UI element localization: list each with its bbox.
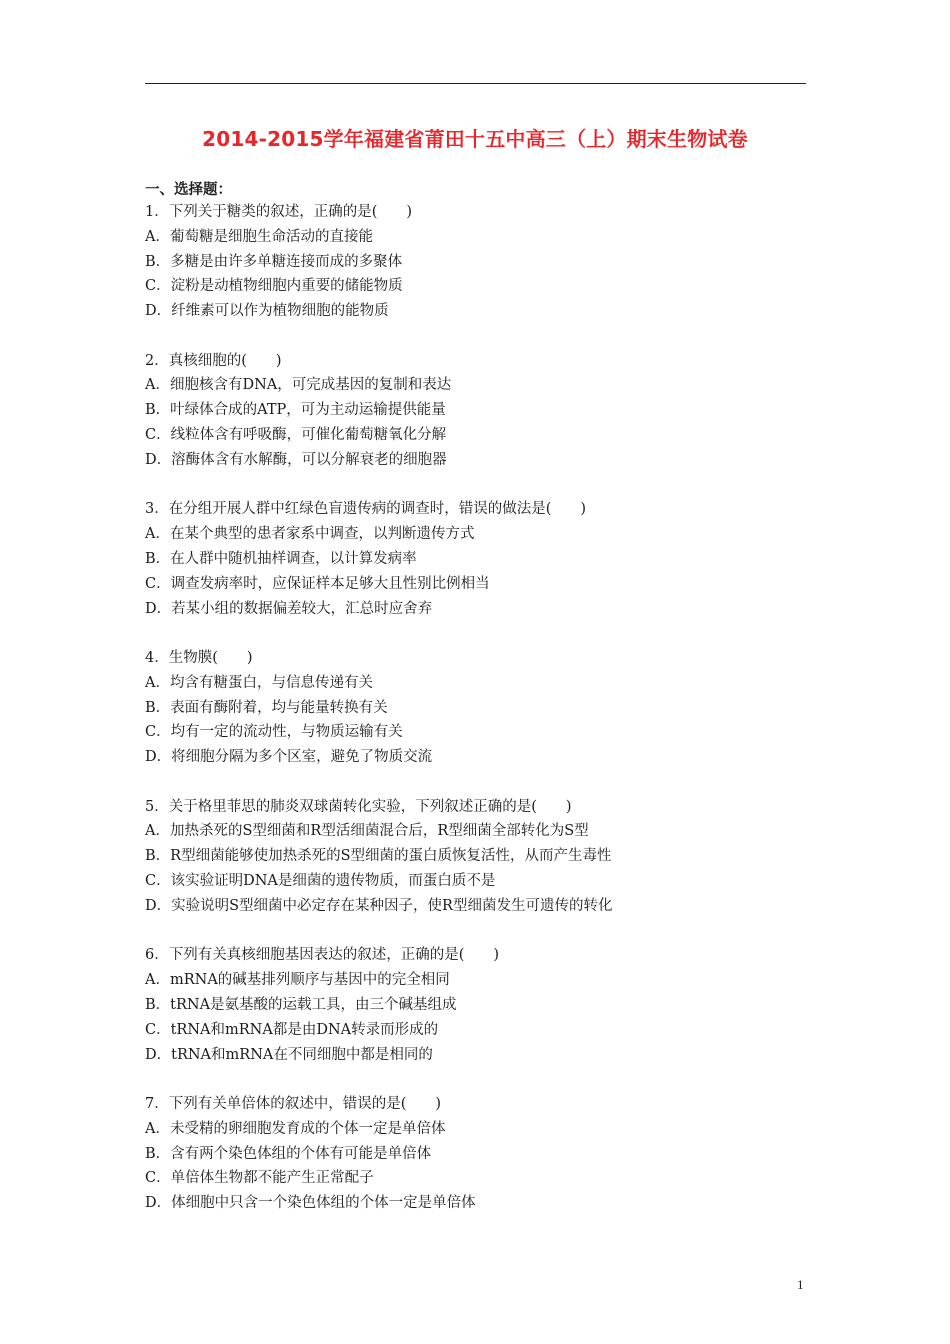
option-b: B．含有两个染色体组的个体有可能是单倍体 — [145, 1145, 432, 1162]
option-d: D．将细胞分隔为多个区室，避免了物质交流 — [145, 749, 433, 766]
option-a: A．葡萄糖是细胞生命活动的直接能 — [145, 228, 373, 245]
question-7 — [145, 1092, 815, 1216]
page-number: 1 — [797, 1277, 804, 1292]
option-c: C．调查发病率时，应保证样本足够大且性别比例相当 — [145, 575, 490, 592]
option-a: A．细胞核含有DNA，可完成基因的复制和表达 — [145, 377, 452, 394]
option-c: C．线粒体含有呼吸酶，可催化葡萄糖氧化分解 — [145, 427, 447, 444]
option-d: D．tRNA和mRNA在不同细胞中都是相同的 — [145, 1046, 433, 1063]
option-c: C．淀粉是动植物细胞内重要的储能物质 — [145, 278, 403, 295]
option-c: C．该实验证明DNA是细菌的遗传物质，而蛋白质不是 — [145, 873, 496, 890]
option-d: D．溶酶体含有水解酶，可以分解衰老的细胞器 — [145, 451, 447, 468]
question-5 — [145, 795, 815, 919]
question-4 — [145, 646, 815, 770]
document-title: 2014-2015学年福建省莆田十五中高三（上）期末生物试卷 — [202, 127, 748, 151]
question-stem: 4．生物膜( ) — [145, 650, 253, 667]
header-rule — [145, 83, 806, 84]
question-stem: 1．下列关于糖类的叙述，正确的是( ) — [145, 204, 413, 220]
question-2 — [145, 349, 815, 473]
option-a: A．加热杀死的S型细菌和R型活细菌混合后，R型细菌全部转化为S型 — [145, 823, 589, 840]
option-a: A．未受精的卵细胞发育成的个体一定是单倍体 — [145, 1120, 446, 1137]
question-list — [145, 200, 815, 1241]
option-d: D．体细胞中只含一个染色体组的个体一定是单倍体 — [145, 1195, 476, 1212]
option-b: B．tRNA是氨基酸的运载工具，由三个碱基组成 — [145, 996, 457, 1013]
question-1 — [145, 200, 815, 324]
option-d: D．纤维素可以作为植物细胞的能物质 — [145, 303, 389, 320]
question-6 — [145, 943, 815, 1067]
option-b: B．叶绿体合成的ATP，可为主动运输提供能量 — [145, 402, 446, 419]
option-b: B．多糖是由许多单糖连接而成的多聚体 — [145, 253, 403, 270]
question-3 — [145, 497, 815, 621]
option-a: A．均含有糖蛋白，与信息传递有关 — [145, 674, 373, 691]
option-b: B．R型细菌能够使加热杀死的S型细菌的蛋白质恢复活性，从而产生毒性 — [145, 848, 612, 865]
option-a: A．在某个典型的患者家系中调查，以判断遗传方式 — [145, 526, 475, 543]
option-d: D．若某小组的数据偏差较大，汇总时应舍弃 — [145, 600, 433, 617]
option-b: B．表面有酶附着，均与能量转换有关 — [145, 699, 388, 716]
question-stem: 3．在分组开展人群中红绿色盲遗传病的调查时，错误的做法是( ) — [145, 501, 587, 518]
option-c: C．均有一定的流动性，与物质运输有关 — [145, 724, 403, 741]
question-stem: 6．下列有关真核细胞基因表达的叙述，正确的是( ) — [145, 947, 500, 964]
option-c: C．tRNA和mRNA都是由DNA转录而形成的 — [145, 1021, 439, 1038]
question-stem: 7．下列有关单倍体的叙述中，错误的是( ) — [145, 1096, 442, 1113]
question-stem: 5．关于格里菲思的肺炎双球菌转化实验，下列叙述正确的是( ) — [145, 798, 572, 815]
option-d: D．实验说明S型细菌中必定存在某种因子，使R型细菌发生可遗传的转化 — [145, 897, 613, 914]
option-b: B．在人群中随机抽样调查，以计算发病率 — [145, 550, 417, 567]
question-stem: 2．真核细胞的( ) — [145, 352, 282, 369]
option-c: C．单倍体生物都不能产生正常配子 — [145, 1170, 374, 1187]
section-heading: 一、选择题： — [145, 182, 232, 198]
option-a: A．mRNA的碱基排列顺序与基因中的完全相同 — [145, 972, 450, 989]
